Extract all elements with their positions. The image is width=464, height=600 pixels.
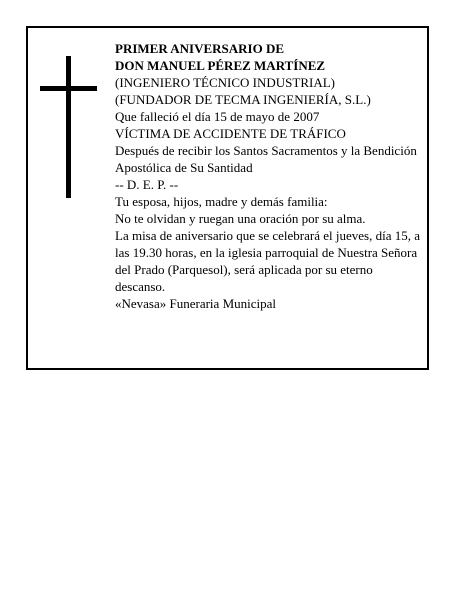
remembrance-text: No te olvidan y ruegan una oración por su alma. xyxy=(115,211,366,226)
family-text: Tu esposa, hijos, madre y demás familia: xyxy=(115,194,328,209)
deceased-name: DON MANUEL PÉREZ MARTÍNEZ xyxy=(115,58,326,73)
funeral-home: «Nevasa» Funeraria Municipal xyxy=(115,296,277,311)
death-date: Que falleció el día 15 de mayo de 2007 xyxy=(115,109,320,124)
deceased-profession: (INGENIERO TÉCNICO INDUSTRIAL) xyxy=(115,75,336,90)
sacraments-text: Después de recibir los Santos Sacramentos y la Bendición Apostólica de Su Santidad xyxy=(115,143,417,175)
mass-announcement: La misa de aniversario que se celebrará el jueves, día 15, a las 19.30 horas, en la iglesia parroquial de Nuestra Señora del Prado (Parquesol), será aplicada por su eterno descanso. xyxy=(115,228,420,294)
notice-heading-line-1: PRIMER ANIVERSARIO DE xyxy=(115,41,285,56)
obituary-notice xyxy=(26,26,429,370)
rip-text: -- D. E. P. -- xyxy=(115,177,179,192)
deceased-founder-note: (FUNDADOR DE TECMA INGENIERÍA, S.L.) xyxy=(115,92,371,107)
cross-horizontal-bar xyxy=(40,86,97,91)
cross-icon xyxy=(40,56,97,198)
notice-text-block xyxy=(115,40,425,312)
cross-vertical-bar xyxy=(66,56,71,198)
cause-of-death: VÍCTIMA DE ACCIDENTE DE TRÁFICO xyxy=(115,126,346,141)
